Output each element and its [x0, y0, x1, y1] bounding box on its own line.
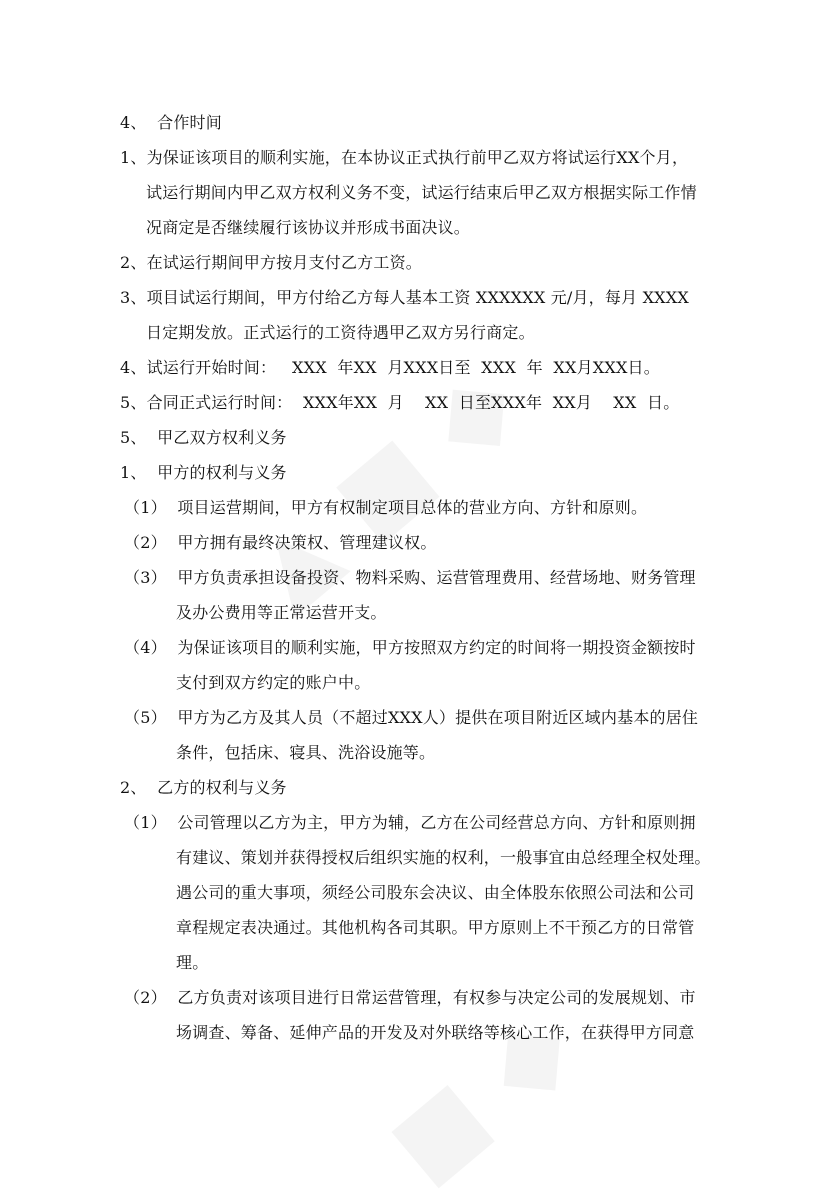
paragraph-line: 1、为保证该项目的顺利实施，在本协议正式执行前甲乙双方将试运行XX个月， — [120, 148, 689, 167]
paragraph-line: 4、试运行开始时间： XXX 年XX 月XXX日至 XXX 年 XX月XXX日。 — [120, 358, 660, 377]
list-item-line: （5） 甲方为乙方及其人员（不超过XXX人）提供在项目附近区域内基本的居住 — [124, 708, 699, 727]
list-item-line: （2） 甲方拥有最终决策权、管理建议权。 — [124, 533, 437, 552]
list-item-line: 及办公费用等正常运营开支。 — [176, 603, 387, 622]
list-item-line: 支付到双方约定的账户中。 — [176, 673, 371, 692]
list-item-line: （1） 项目运营期间，甲方有权制定项目总体的营业方向、方针和原则。 — [124, 498, 648, 517]
subsection-heading-party-a: 1、 甲方的权利与义务 — [120, 463, 287, 482]
list-item-line: 条件，包括床、寝具、洗浴设施等。 — [176, 743, 436, 762]
list-item-line: 遇公司的重大事项，须经公司股东会决议、由全体股东依照公司法和公司 — [176, 883, 695, 902]
list-item-line: （4） 为保证该项目的顺利实施，甲方按照双方约定的时间将一期投资金额按时 — [124, 638, 696, 657]
paragraph-line: 况商定是否继续履行该协议并形成书面决议。 — [146, 218, 471, 237]
paragraph-line: 3、项目试运行期间，甲方付给乙方每人基本工资 XXXXXX 元/月，每月 XXXX — [120, 288, 689, 307]
list-item-line: 章程规定表决通过。其他机构各司其职。甲方原则上不干预乙方的日常管 — [176, 918, 695, 937]
paragraph-line: 试运行期间内甲乙双方权利义务不变，试运行结束后甲乙双方根据实际工作情 — [146, 183, 697, 202]
list-item-line: （3） 甲方负责承担设备投资、物料采购、运营管理费用、经营场地、财务管理 — [124, 568, 696, 587]
list-item-line: （1） 公司管理以乙方为主，甲方为辅，乙方在公司经营总方向、方针和原则拥 — [124, 813, 696, 832]
section-heading-cooperation-time: 4、 合作时间 — [120, 113, 222, 132]
list-item-line: 有建议、策划并获得授权后组织实施的权利，一般事宜由总经理全权处理。 — [176, 848, 711, 867]
list-item-line: 场调查、筹备、延伸产品的开发及对外联络等核心工作，在获得甲方同意 — [176, 1023, 695, 1042]
paragraph-line: 2、在试运行期间甲方按月支付乙方工资。 — [120, 253, 422, 272]
paragraph-line: 日定期发放。正式运行的工资待遇甲乙双方另行商定。 — [146, 323, 535, 342]
subsection-heading-party-b: 2、 乙方的权利与义务 — [120, 778, 287, 797]
paragraph-line: 5、合同正式运行时间： XXX年XX 月 XX 日至XXX年 XX月 XX 日。 — [120, 393, 680, 412]
list-item-line: （2） 乙方负责对该项目进行日常运营管理，有权参与决定公司的发展规划、市 — [124, 988, 696, 1007]
section-heading-rights-obligations: 5、 甲乙双方权利义务 — [120, 428, 287, 447]
list-item-line: 理。 — [176, 953, 209, 972]
